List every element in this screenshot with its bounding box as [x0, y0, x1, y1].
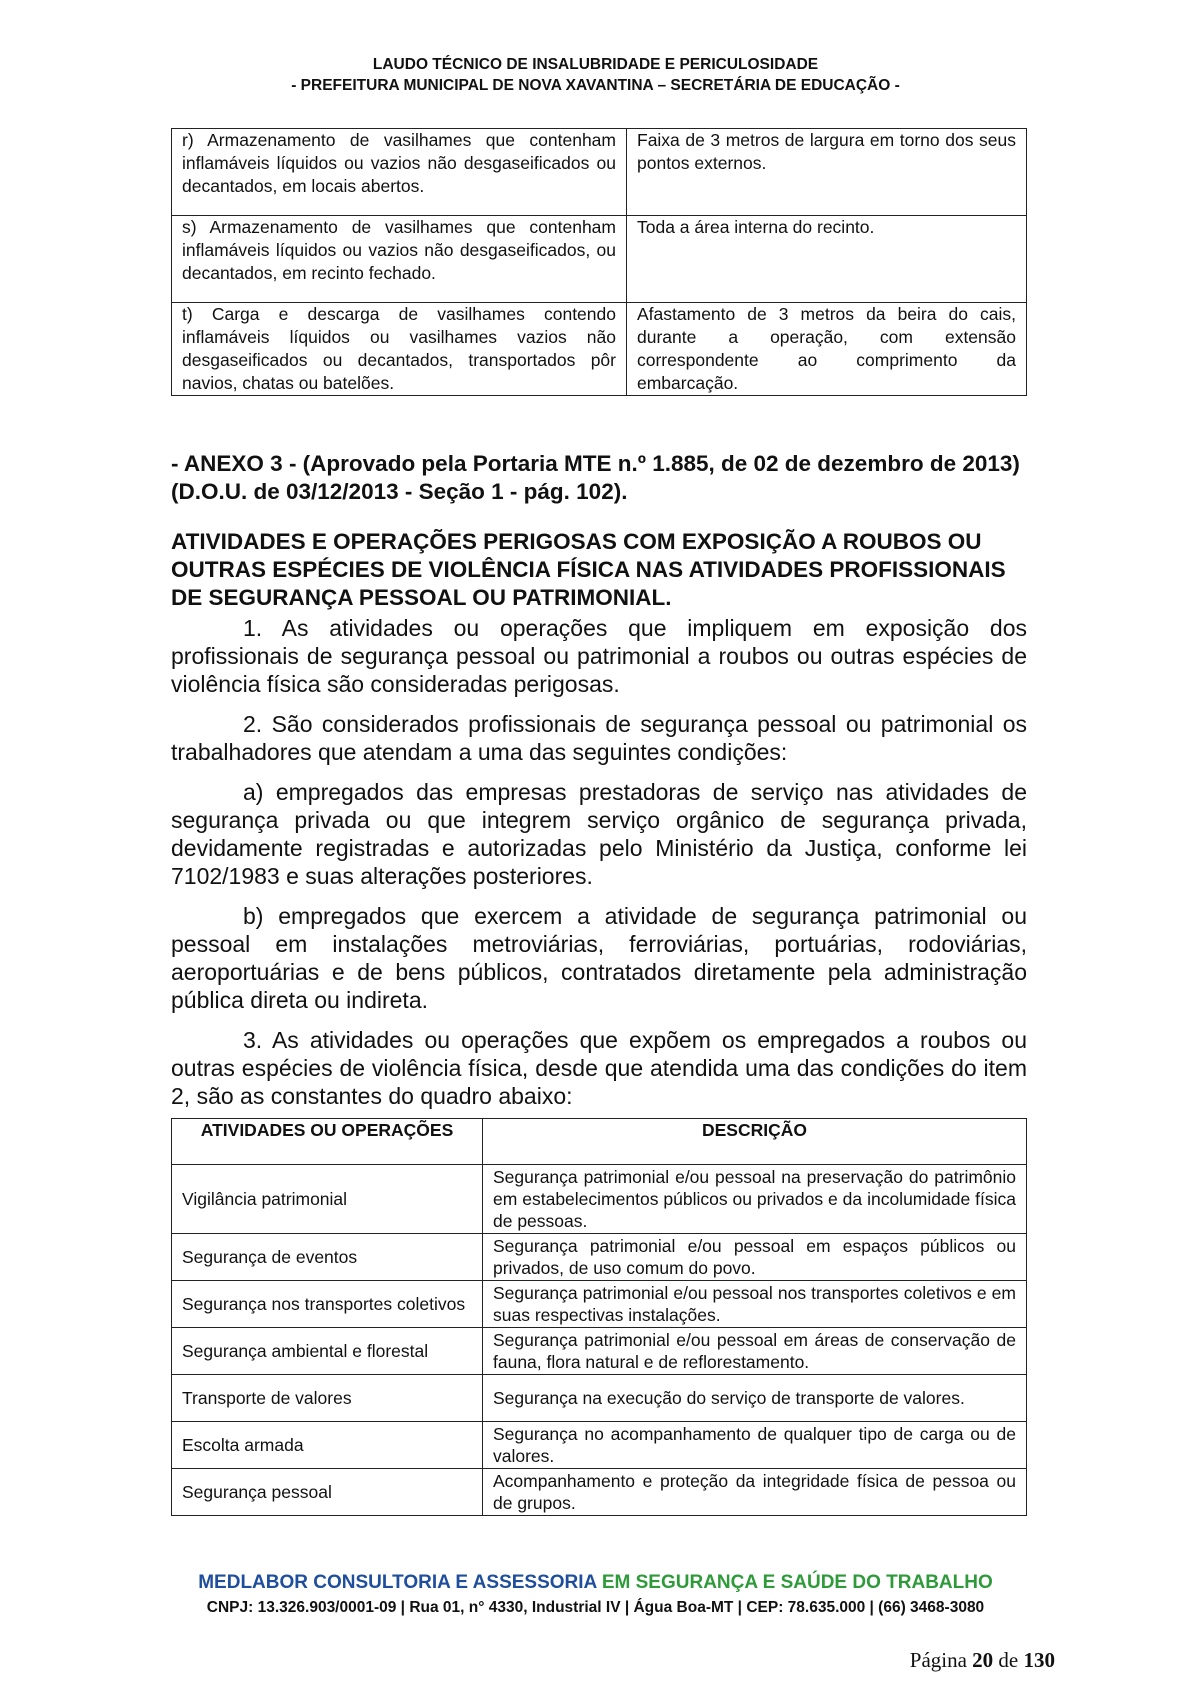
activity-cell: s) Armazenamento de vasilhames que contenham inflamáveis líquidos ou vazios não desgaseificados, ou decantados, em recinto fechado. [172, 216, 627, 303]
document-header [0, 54, 1191, 96]
table-row [172, 1328, 1027, 1375]
page-label: Página [909, 1648, 967, 1672]
paragraph-3: 3. As atividades ou operações que expõem os empregados a roubos ou outras espécies de violência física, desde que atendida uma das condições do item 2, são as constantes do quadro abaixo: [171, 1027, 1027, 1109]
area-cell: Toda a área interna do recinto. [627, 216, 1027, 303]
description-cell: Segurança patrimonial e/ou pessoal em áreas de conservação de fauna, flora natural e de reflorestamento. [483, 1328, 1027, 1375]
paragraph-a: a) empregados das empresas prestadoras de serviço nas atividades de segurança privada ou que integrem serviço orgânico de segurança privada, devidamente registradas e autorizadas pelo Ministério da Justiça, conforme lei 7102/1983 e suas alterações posteriores. [171, 779, 1027, 889]
activity-cell: Transporte de valores [172, 1375, 483, 1422]
description-cell: Segurança patrimonial e/ou pessoal nos transportes coletivos e em suas respectivas instalações. [483, 1281, 1027, 1328]
page-separator: de [998, 1648, 1019, 1672]
activities-table [171, 1118, 1027, 1516]
paragraph-1: 1. As atividades ou operações que impliquem em exposição dos profissionais de segurança pessoal ou patrimonial a roubos ou outras espécies de violência física são consideradas perigosas. [171, 615, 1027, 697]
main-content [171, 450, 1027, 1110]
footer-company-name: MEDLABOR CONSULTORIA E ASSESSORIA [198, 1572, 597, 1593]
table-row [172, 303, 1027, 396]
page-current: 20 [972, 1648, 994, 1672]
activity-cell: Segurança de eventos [172, 1234, 483, 1281]
activity-cell: Segurança nos transportes coletivos [172, 1281, 483, 1328]
description-cell: Segurança patrimonial e/ou pessoal em espaços públicos ou privados, de uso comum do povo. [483, 1234, 1027, 1281]
table-row [172, 1165, 1027, 1234]
column-header-activities: ATIVIDADES OU OPERAÇÕES [172, 1119, 483, 1165]
activity-cell: Segurança pessoal [172, 1469, 483, 1516]
description-cell: Segurança no acompanhamento de qualquer tipo de carga ou de valores. [483, 1422, 1027, 1469]
annex-title: - ANEXO 3 - (Aprovado pela Portaria MTE n.º 1.885, de 02 de dezembro de 2013) (D.O.U. de 03/12/2013 - Seção 1 - pág. 102). [171, 451, 1020, 504]
activity-cell: Vigilância patrimonial [172, 1165, 483, 1234]
description-cell: Acompanhamento e proteção da integridade física de pessoa ou de grupos. [483, 1469, 1027, 1516]
footer-company [0, 1572, 1191, 1594]
hazard-area-table [171, 128, 1027, 396]
description-cell: Segurança na execução do serviço de transporte de valores. [483, 1375, 1027, 1422]
table-row [172, 1375, 1027, 1422]
header-title: LAUDO TÉCNICO DE INSALUBRIDADE E PERICULOSIDADE [372, 56, 819, 73]
table-row [172, 1281, 1027, 1328]
paragraph-2: 2. São considerados profissionais de segurança pessoal ou patrimonial os trabalhadores que atendam a uma das seguintes condições: [171, 711, 1027, 765]
page-total: 130 [1023, 1648, 1055, 1672]
area-cell: Afastamento de 3 metros da beira do cais, durante a operação, com extensão correspondente ao comprimento da embarcação. [627, 303, 1027, 396]
table-row [172, 216, 1027, 303]
activity-cell: t) Carga e descarga de vasilhames contendo inflamáveis líquidos ou vasilhames vazios não desgaseificados ou decantados, transportados pôr navios, chatas ou batelões. [172, 303, 627, 396]
table-row [172, 129, 1027, 216]
table-row [172, 1234, 1027, 1281]
column-header-description: DESCRIÇÃO [483, 1119, 1027, 1165]
footer-details: CNPJ: 13.326.903/0001-09 | Rua 01, n° 4330, Industrial IV | Água Boa-MT | CEP: 78.635.000 | (66) 3468-3080 [206, 1599, 985, 1616]
section-heading: ATIVIDADES E OPERAÇÕES PERIGOSAS COM EXPOSIÇÃO A ROUBOS OU OUTRAS ESPÉCIES DE VIOLÊNCIA FÍSICA NAS ATIVIDADES PROFISSIONAIS DE SEGURANÇA PESSOAL OU PATRIMONIAL. [171, 529, 1006, 610]
table-header-row [172, 1119, 1027, 1165]
header-subtitle: - PREFEITURA MUNICIPAL DE NOVA XAVANTINA – SECRETÁRIA DE EDUCAÇÃO - [291, 77, 900, 94]
table-row [172, 1422, 1027, 1469]
activity-cell: r) Armazenamento de vasilhames que contenham inflamáveis líquidos ou vazios não desgaseificados ou decantados, em locais abertos. [172, 129, 627, 216]
footer-company-tagline: EM SEGURANÇA E SAÚDE DO TRABALHO [601, 1572, 993, 1593]
table-row [172, 1469, 1027, 1516]
paragraph-b: b) empregados que exercem a atividade de segurança patrimonial ou pessoal em instalações metroviárias, ferroviárias, portuárias, rodoviárias, aeroportuárias e de bens públicos, contratados diretamente pela administração pública direta ou indireta. [171, 903, 1027, 1013]
description-cell: Segurança patrimonial e/ou pessoal na preservação do patrimônio em estabelecimentos públicos ou privados e da incolumidade física de pessoas. [483, 1165, 1027, 1234]
activity-cell: Segurança ambiental e florestal [172, 1328, 483, 1375]
page-number [910, 1648, 1055, 1673]
activity-cell: Escolta armada [172, 1422, 483, 1469]
area-cell: Faixa de 3 metros de largura em torno dos seus pontos externos. [627, 129, 1027, 216]
